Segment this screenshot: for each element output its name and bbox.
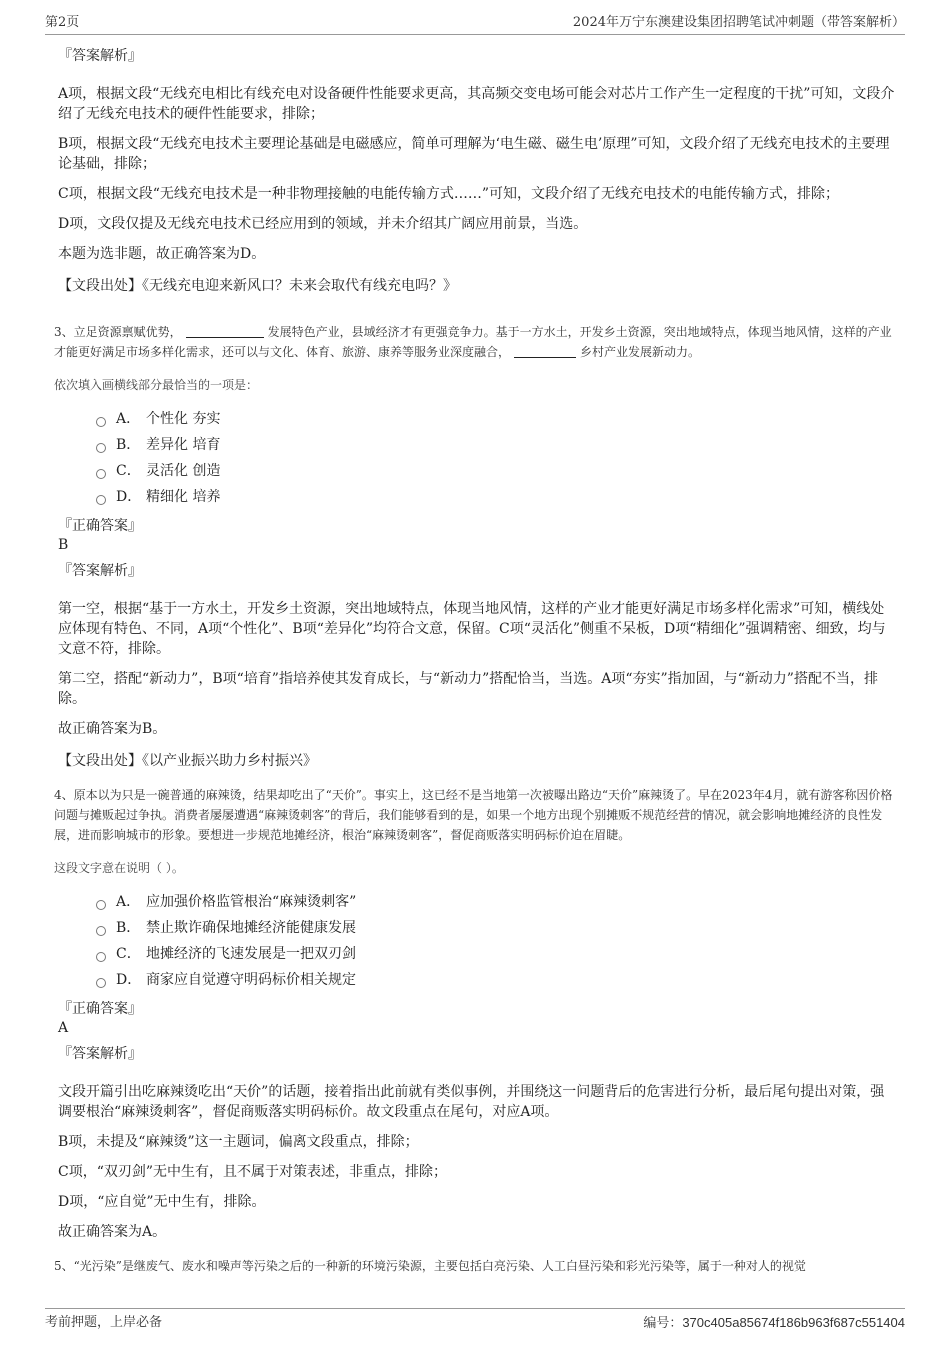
q3-correct-answer: B	[58, 537, 69, 553]
page-header	[45, 12, 905, 35]
radio-icon[interactable]	[96, 952, 106, 962]
q3-blank-1	[186, 323, 264, 338]
q4-analysis-b: B项，未提及“麻辣烫”这一主题词，偏离文段重点，排除；	[58, 1134, 419, 1150]
q4-option-d[interactable]: D． 商家应自觉遵守明码标价相关规定	[96, 967, 896, 993]
q4-analysis-label: 『答案解析』	[58, 1046, 142, 1062]
radio-icon[interactable]	[96, 495, 106, 505]
page-number: 第2页	[45, 15, 80, 30]
q3-option-d[interactable]: D． 精细化 培养	[96, 484, 896, 510]
radio-icon[interactable]	[96, 469, 106, 479]
q4-correct-label: 『正确答案』	[58, 1001, 142, 1017]
q4-analysis-1: 文段开篇引出吃麻辣烫吃出“天价”的话题，接着指出此前就有类似事例，并围绕这一问题背后的危害进行分析，最后尾句提出对策，强调要根治“麻辣烫刺客”，督促商贩落实明码标价。故文段重点在尾句，对应A项。	[58, 1084, 885, 1120]
q3-prompt: 依次填入画横线部分最恰当的一项是：	[54, 378, 259, 392]
radio-icon[interactable]	[96, 417, 106, 427]
q3-conclusion: 故正确答案为B。	[58, 721, 167, 737]
q4-prompt: 这段文字意在说明（ ）。	[54, 861, 184, 875]
document-title: 2024年万宁东澳建设集团招聘笔试冲刺题（带答案解析）	[572, 15, 905, 30]
radio-icon[interactable]	[96, 978, 106, 988]
q2-analysis-c: C项，根据文段“无线充电技术是一种非物理接触的电能传输方式……”可知，文段介绍了无线充电技术的电能传输方式，排除；	[58, 186, 840, 202]
q3-blank-2	[514, 343, 576, 358]
radio-icon[interactable]	[96, 926, 106, 936]
q5-stem: 5、“光污染”是继废气、废水和噪声等污染之后的一种新的环境污染源，主要包括白亮污染、人工白昼污染和彩光污染等，属于一种对人的视觉	[54, 1259, 806, 1273]
page-footer	[45, 1308, 905, 1337]
footer-slogan: 考前押题，上岸必备	[45, 1315, 163, 1330]
q4-option-c[interactable]: C． 地摊经济的飞速发展是一把双刃剑	[96, 941, 896, 967]
q4-analysis-c: C项，“双刃剑”无中生有，且不属于对策表述，非重点，排除；	[58, 1164, 448, 1180]
q3-option-c[interactable]: C． 灵活化 创造	[96, 458, 896, 484]
q3-stem: 3、立足资源禀赋优势， 发展特色产业，县域经济才有更强竞争力。基于一方水土，开发乡土资源，突出地域特点，体现当地风情，这样的产业才能更好满足市场多样化需求，还可以与文化、体育、旅游、康养等服务业深度融合， 乡村产业发展新动力。	[54, 325, 892, 359]
q2-source: 【文段出处】《无线充电迎来新风口？未来会取代有线充电吗？》	[58, 278, 457, 294]
radio-icon[interactable]	[96, 900, 106, 910]
q4-option-a[interactable]: A． 应加强价格监管根治“麻辣烫刺客”	[96, 889, 896, 915]
q4-correct-answer: A	[58, 1020, 69, 1036]
q4-option-b[interactable]: B． 禁止欺诈确保地摊经济能健康发展	[96, 915, 896, 941]
q2-analysis-d: D项，文段仅提及无线充电技术已经应用到的领域，并未介绍其广阔应用前景，当选。	[58, 216, 588, 232]
q3-analysis-2: 第二空，搭配“新动力”，B项“培育”指培养使其发育成长，与“新动力”搭配恰当，当选。A项“夯实”指加固，与“新动力”搭配不当，排除。	[58, 671, 878, 707]
document-code: 编号：370c405a85674f186b963f687c551404	[643, 1315, 905, 1330]
q3-analysis-label: 『答案解析』	[58, 563, 142, 579]
q3-options	[96, 406, 896, 510]
radio-icon[interactable]	[96, 443, 106, 453]
q3-correct-label: 『正确答案』	[58, 518, 142, 534]
q3-option-b[interactable]: B． 差异化 培育	[96, 432, 896, 458]
q4-conclusion: 故正确答案为A。	[58, 1224, 167, 1240]
q4-options	[96, 889, 896, 993]
q2-analysis-b: B项，根据文段“无线充电技术主要理论基础是电磁感应，简单可理解为‘电生磁、磁生电’原理”可知，文段介绍了无线充电技术的主要理论基础，排除；	[58, 136, 890, 172]
q2-analysis-a: A项，根据文段“无线充电相比有线充电对设备硬件性能要求更高，其高频交变电场可能会对芯片工作产生一定程度的干扰”可知，文段介绍了无线充电技术的硬件性能要求，排除；	[58, 86, 895, 122]
q4-stem: 4、原本以为只是一碗普通的麻辣烫，结果却吃出了“天价”。事实上，这已经不是当地第一次被曝出路边“天价”麻辣烫了。早在2023年4月，就有游客称因价格问题与摊贩起过争执。消费者屡屡遭遇“麻辣烫刺客”的背后，我们能够看到的是，如果一个地方出现个别摊贩不规范经营的情况，就会影响地摊经济的良性发展，进而影响城市的形象。要想进一步规范地摊经济，根治“麻辣烫刺客”，督促商贩落实明码标价迫在眉睫。	[54, 788, 893, 842]
q2-analysis-label: 『答案解析』	[58, 48, 142, 64]
q3-option-a[interactable]: A． 个性化 夯实	[96, 406, 896, 432]
q2-conclusion: 本题为选非题，故正确答案为D。	[58, 246, 266, 262]
q3-source: 【文段出处】《以产业振兴助力乡村振兴》	[58, 753, 317, 769]
q4-analysis-d: D项，“应自觉”无中生有，排除。	[58, 1194, 266, 1210]
q3-analysis-1: 第一空，根据“基于一方水土，开发乡土资源，突出地域特点，体现当地风情，这样的产业才能更好满足市场多样化需求”可知，横线处应体现有特色、不同，A项“个性化”、B项“差异化”均符合文意，保留。C项“灵活化”侧重不呆板，D项“精细化”强调精密、细致，均与文意不符，排除。	[58, 601, 886, 657]
document-body	[56, 40, 896, 1274]
